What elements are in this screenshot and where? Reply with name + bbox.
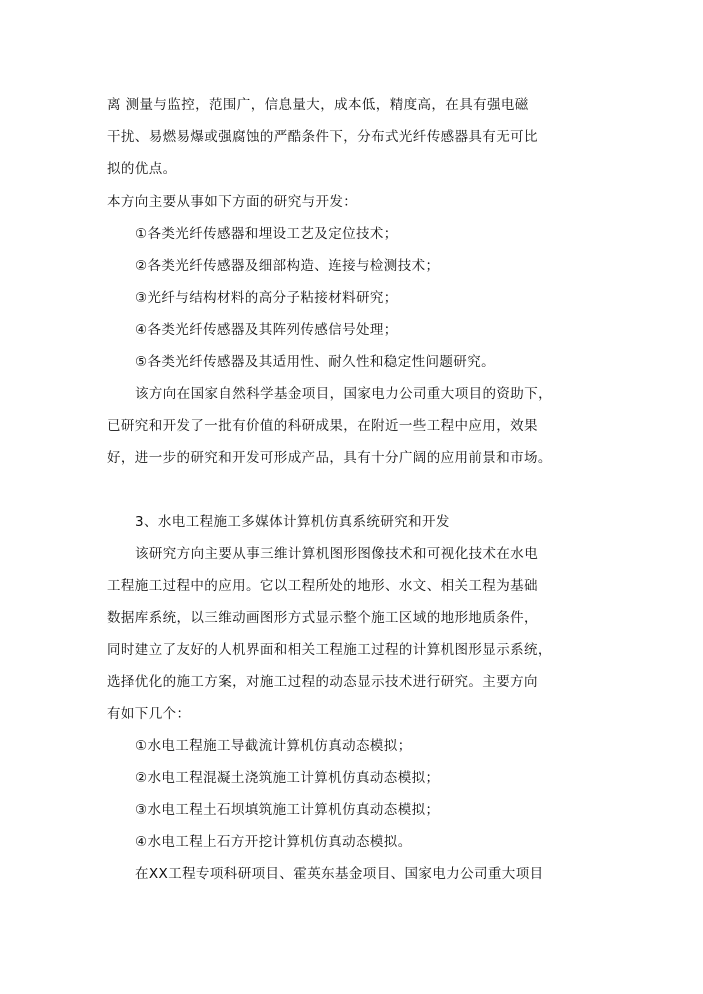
text-line: 在XX工程专项科研项目、霍英东基金项目、国家电力公司重大项目 (135, 866, 544, 882)
text-line: 数据库系统，以三维动画图形方式显示整个施工区域的地形地质条件， (107, 610, 538, 626)
text-line: 干扰、易燃易爆或强腐蚀的严酷条件下，分布式光纤传感器具有无可比 (107, 129, 538, 145)
section-heading: 3、水电工程施工多媒体计算机仿真系统研究和开发 (135, 514, 450, 530)
text-line: 离 测量与监控，范围广，信息量大，成本低，精度高，在具有强电磁 (107, 97, 529, 113)
text-line: 好，进一步的研究和开发可形成产品，具有十分广阔的应用前景和市场。 (107, 450, 552, 466)
list-item: ④水电工程上石方开挖计算机仿真动态模拟。 (135, 834, 412, 850)
list-item: ③光纤与结构材料的高分子粘接材料研究； (135, 290, 398, 306)
text-line: 选择优化的施工方案，对施工过程的动态显示技术进行研究。主要方向 (107, 674, 538, 690)
text-line: 拟的优点。 (107, 161, 177, 177)
list-item: ④各类光纤传感器及其阵列传感信号处理； (135, 322, 398, 338)
list-item: ②各类光纤传感器及细部构造、连接与检测技术； (135, 258, 440, 274)
list-item: ③水电工程土石坝填筑施工计算机仿真动态模拟； (135, 802, 440, 818)
text-line: 该方向在国家自然科学基金项目，国家电力公司重大项目的资助下， (135, 386, 552, 402)
text-line: 同时建立了友好的人机界面和相关工程施工过程的计算机图形显示系统， (107, 642, 552, 658)
text-line: 已研究和开发了一批有价值的科研成果，在附近一些工程中应用，效果 (107, 418, 538, 434)
list-item: ①水电工程施工导截流计算机仿真动态模拟； (135, 738, 412, 754)
text-line: 有如下几个： (107, 706, 191, 722)
list-item: ①各类光纤传感器和埋设工艺及定位技术； (135, 226, 398, 242)
text-line: 工程施工过程中的应用。它以工程所处的地形、水文、相关工程为基础 (107, 578, 538, 594)
text-line: 该研究方向主要从事三维计算机图形图像技术和可视化技术在水电 (135, 546, 539, 562)
list-item: ②水电工程混凝土浇筑施工计算机仿真动态模拟； (135, 770, 440, 786)
list-item: ⑤各类光纤传感器及其适用性、耐久性和稳定性问题研究。 (135, 354, 496, 370)
section-intro: 本方向主要从事如下方面的研究与开发： (107, 194, 358, 210)
